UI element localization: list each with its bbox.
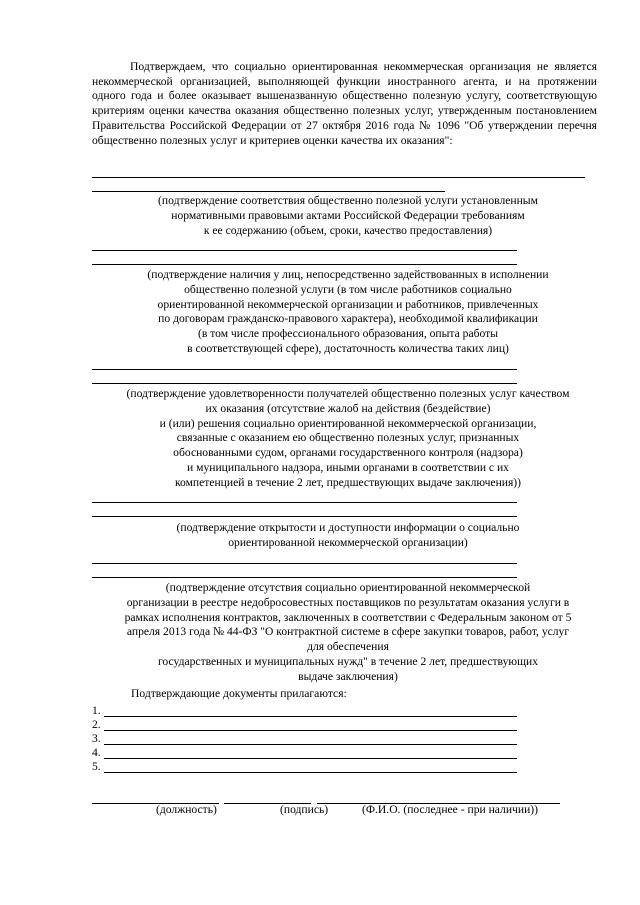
signature-label: (подпись) bbox=[280, 803, 329, 816]
caption-line: выдаче заключения) bbox=[298, 669, 398, 683]
fill-line bbox=[92, 177, 585, 178]
fill-line bbox=[92, 516, 517, 517]
name-label: (Ф.И.О. (последнее - при наличии)) bbox=[362, 803, 538, 816]
caption-line: компетенцией в течение 2 лет, предшествующих выдаче заключения)) bbox=[174, 475, 522, 489]
attachment-line bbox=[104, 772, 517, 773]
attachments-heading: Подтверждающие документы прилагаются: bbox=[131, 687, 347, 700]
fill-line bbox=[92, 369, 517, 370]
caption-line: ориентированной некоммерческой организации и работников, привлеченных bbox=[157, 297, 539, 311]
caption-line: для обеспечения bbox=[307, 640, 389, 654]
section-caption bbox=[88, 387, 608, 491]
fill-line bbox=[92, 563, 517, 564]
intro-paragraph: Подтверждаем, что социально ориентированная некоммерческая организация не является некоммерческой организацией, выполняющей функции иностранного агента, и на протяжении одного года и более оказывает вышеназванную общественно полезную услугу, соответствующую критериям оценки качества оказания общественно полезных услуг, утвержденным постановлением Правительства Российской Федерации от 27 октября 2016 года № 1096 "Об утверждении перечня общественно полезных услуг и критериев оценки качества их оказания": bbox=[92, 60, 597, 147]
section-caption bbox=[88, 194, 608, 238]
caption-line: (подтверждение открытости и доступности информации о социально bbox=[176, 521, 520, 534]
attachment-number: 5. bbox=[92, 760, 101, 773]
caption-line: (подтверждение удовлетворенности получателей общественно полезных услуг качеством bbox=[126, 387, 570, 400]
attachment-number: 4. bbox=[92, 746, 101, 759]
attachment-number: 2. bbox=[92, 718, 101, 731]
fill-line bbox=[92, 264, 517, 265]
section-caption bbox=[88, 521, 608, 551]
caption-line: их оказания (отсутствие жалоб на действия (бездействие) bbox=[205, 401, 491, 415]
caption-line: государственных и муниципальных нужд" в течение 2 лет, предшествующих bbox=[157, 654, 539, 668]
caption-line: ориентированной некоммерческой организации) bbox=[228, 535, 468, 549]
caption-line: апреля 2013 года № 44-ФЗ "О контрактной системе в сфере закупки товаров, работ, услуг bbox=[126, 625, 570, 639]
attachment-line bbox=[104, 716, 517, 717]
fill-line bbox=[92, 250, 517, 251]
attachment-number: 3. bbox=[92, 732, 101, 745]
caption-line: к ее содержанию (объем, сроки, качество предоставления) bbox=[203, 223, 493, 237]
section-caption bbox=[88, 268, 608, 357]
attachment-number: 1. bbox=[92, 704, 101, 717]
attachment-line bbox=[104, 730, 517, 731]
caption-line: рамках исполнения контрактов, заключенных в соответствии с Федеральным законом от 5 bbox=[124, 610, 572, 624]
caption-line: обоснованными судом, органами государственного контроля (надзора) bbox=[173, 446, 523, 460]
attachment-line bbox=[104, 758, 517, 759]
fill-line bbox=[92, 577, 517, 578]
attachment-line bbox=[104, 744, 517, 745]
section-caption bbox=[88, 581, 608, 685]
caption-line: (подтверждение наличия у лиц, непосредственно задействованных в исполнении bbox=[147, 268, 549, 281]
caption-line: (подтверждение соответствия общественно полезной услуги установленным bbox=[158, 194, 538, 207]
fill-line bbox=[92, 502, 517, 503]
caption-line: общественно полезной услуги (в том числе работников социально bbox=[184, 282, 512, 296]
caption-line: и муниципального надзора, иными органами в соответствии с их bbox=[187, 460, 509, 474]
fill-line bbox=[92, 191, 445, 192]
caption-line: связанные с оказанием ею общественно полезных услуг, признанных bbox=[176, 431, 520, 445]
caption-line: (в том числе профессионального образования, опыта работы bbox=[197, 327, 499, 341]
caption-line: и (или) решения социально ориентированной некоммерческой организации, bbox=[159, 416, 537, 430]
caption-line: по договорам гражданско-правового характера), необходимой квалификации bbox=[158, 312, 538, 326]
caption-line: нормативными правовыми актами Российской Федерации требованиям bbox=[171, 208, 525, 222]
fill-line bbox=[92, 383, 517, 384]
position-label: (должность) bbox=[156, 803, 217, 816]
caption-line: в соответствующей сфере), достаточность количества таких лиц) bbox=[187, 341, 509, 355]
caption-line: (подтверждение отсутствия социально ориентированной некоммерческой bbox=[165, 581, 531, 594]
caption-line: организации в реестре недобросовестных поставщиков по результатам оказания услуги в bbox=[126, 595, 570, 609]
